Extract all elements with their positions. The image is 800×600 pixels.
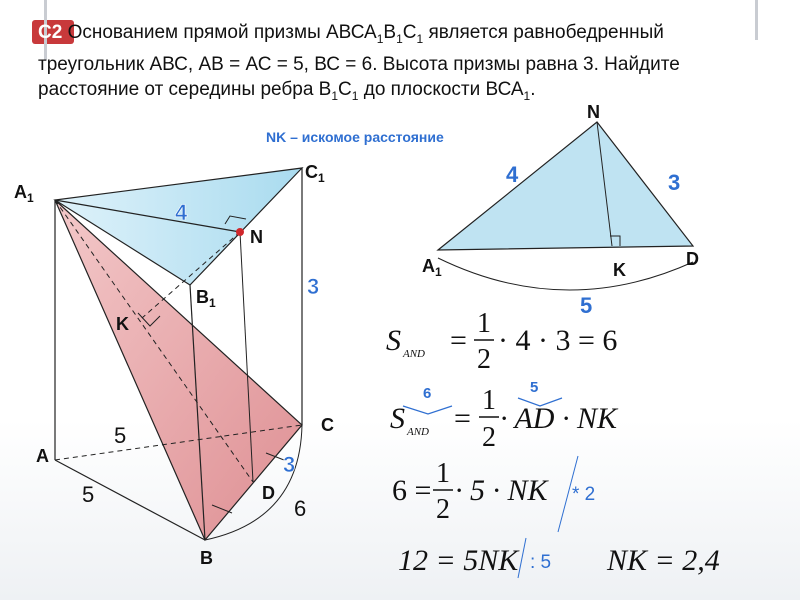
problem-sub-2: 1 xyxy=(396,31,403,46)
svg-text:AND: AND xyxy=(403,348,425,360)
formula-1 xyxy=(386,308,617,375)
svg-text:· 4 · 3 = 6: · 4 · 3 = 6 xyxy=(498,324,618,357)
label-C1: $C_1$ xyxy=(305,162,325,185)
svg-text:1: 1 xyxy=(477,308,491,339)
svg-text:S: S xyxy=(390,402,405,435)
note-div-5: : 5 xyxy=(530,552,552,573)
svg-text:· 5 · NK: · 5 · NK xyxy=(455,474,548,507)
tri-label-N: N xyxy=(587,102,600,122)
label-A: A xyxy=(36,446,49,466)
problem-text-6: до плоскости ВСА xyxy=(358,78,524,100)
problem-sub-3: 1 xyxy=(416,31,424,46)
problem-text-7: . xyxy=(530,78,536,100)
triangle-ANd xyxy=(438,122,693,250)
length-3-prism-right: 3 xyxy=(307,274,320,299)
problem-text-2: В xyxy=(383,22,397,43)
problem-sub-1: 1 xyxy=(376,31,384,46)
problem-text-5: С xyxy=(338,78,352,100)
length-4-prism: 4 xyxy=(175,200,188,225)
length-6-BC: 6 xyxy=(294,496,307,521)
label-D: D xyxy=(262,483,275,503)
label-C: C xyxy=(321,415,334,435)
caption: NK – искомое расстояние xyxy=(266,129,444,145)
formula-3 xyxy=(392,458,550,525)
svg-text:2: 2 xyxy=(436,494,450,525)
svg-text:=: = xyxy=(454,402,471,435)
tri-base-5: 5 xyxy=(580,293,593,318)
svg-text:1: 1 xyxy=(436,458,450,489)
answer: NK = 2,4 xyxy=(607,544,720,577)
label-B: B xyxy=(200,548,213,568)
svg-text:1: 1 xyxy=(482,385,496,416)
problem-sub-4: 1 xyxy=(331,88,339,103)
length-5-AC: 5 xyxy=(114,423,127,448)
label-A1: $A_1$ xyxy=(14,182,34,205)
problem-text-4: является равнобедренный треугольник АВС, АВ = АС = 5, ВС = 6. Высота призмы равна 3. Найдите расстояние от середины ребра В xyxy=(38,22,680,100)
svg-text:2: 2 xyxy=(482,422,496,453)
svg-text:2: 2 xyxy=(477,344,491,375)
over-label-6: 6 xyxy=(423,385,432,402)
problem-sub-5: 1 xyxy=(351,88,359,103)
svg-text:· AD · NK: · AD · NK xyxy=(500,402,617,435)
tri-label-D: D xyxy=(686,249,699,269)
problem-sub-6: 1 xyxy=(523,88,531,103)
svg-text:AND: AND xyxy=(407,426,429,438)
label-K: K xyxy=(116,314,129,334)
length-5-AB: 5 xyxy=(82,482,95,507)
label-N: N xyxy=(250,227,263,247)
length-3-prism-lower: 3 xyxy=(283,452,296,477)
svg-text:S: S xyxy=(386,324,401,357)
tri-label-K: K xyxy=(613,260,626,280)
tri-side-3: 3 xyxy=(668,170,681,195)
brace-6 xyxy=(403,406,452,414)
svg-text:=: = xyxy=(450,324,467,357)
svg-text:6 =: 6 = xyxy=(392,474,432,507)
note-times-2: * 2 xyxy=(572,484,596,505)
divider-2 xyxy=(518,538,526,578)
formula-4: 12 = 5NK xyxy=(398,544,519,577)
over-label-5: 5 xyxy=(530,379,539,396)
problem-tag: С2 xyxy=(38,22,63,43)
label-B1: $B_1$ xyxy=(196,287,216,310)
tri-side-4: 4 xyxy=(506,162,519,187)
tri-label-A1: $A_1$ xyxy=(422,256,442,279)
problem-text-3: С xyxy=(402,22,417,43)
point-N xyxy=(236,228,244,236)
triangle-base-arc xyxy=(438,258,693,290)
problem-text-1: Основанием прямой призмы АВСА xyxy=(67,22,377,43)
